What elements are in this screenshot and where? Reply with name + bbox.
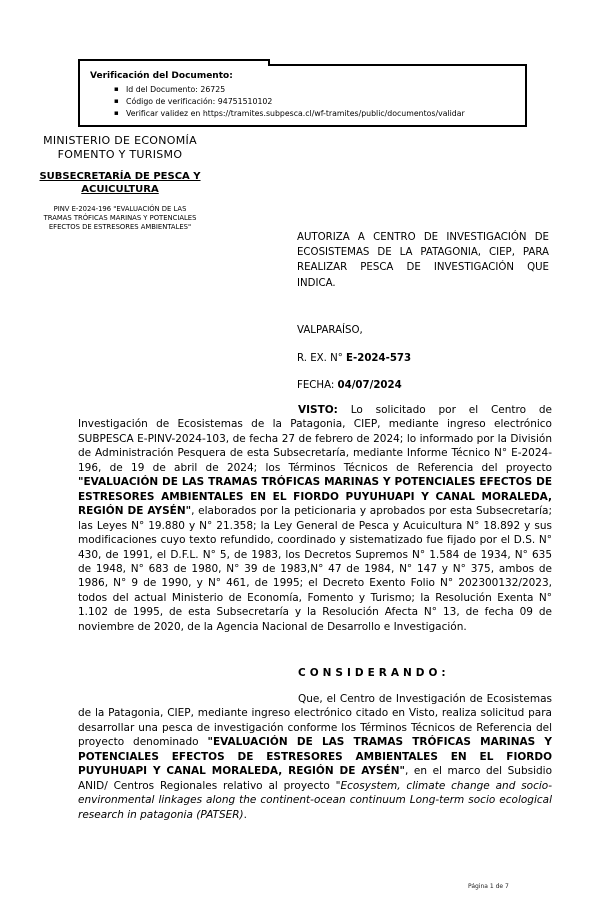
ministry-name-line1: MINISTERIO DE ECONOMÍA	[43, 134, 197, 147]
city-line: VALPARAÍSO,	[297, 325, 363, 336]
resolution-date-value: 04/07/2024	[337, 380, 402, 391]
bullet-icon: ▪	[114, 96, 119, 105]
verification-item-text: Código de verificación: 94751510102	[126, 96, 273, 106]
resolution-date-label: FECHA:	[297, 380, 338, 391]
letterhead	[10, 134, 230, 231]
subsecretaria-line1: SUBSECRETARÍA DE PESCA Y	[39, 171, 201, 182]
project-reference-line2: TRAMAS TRÓFICAS MARINAS Y POTENCIALES	[43, 213, 197, 222]
bullet-icon: ▪	[114, 85, 119, 93]
verification-item-code	[114, 96, 521, 108]
verification-list	[90, 84, 521, 119]
verification-box	[78, 64, 527, 127]
verification-title: Verificación del Documento:	[90, 71, 233, 81]
project-reference-line3: EFECTOS DE ESTRESORES AMBIENTALES"	[48, 222, 192, 231]
resolution-date-line	[297, 380, 402, 391]
resolution-number-label: R. EX. N°	[297, 353, 347, 364]
page-number: Página 1 de 7	[468, 883, 509, 890]
subsecretaria-line2: ACUICULTURA	[81, 184, 159, 195]
resolution-number-line	[297, 353, 411, 364]
verification-item-url	[114, 108, 521, 120]
subject-summary: AUTORIZA A CENTRO DE INVESTIGACIÓN DE ECOSISTEMAS DE LA PATAGONIA, CIEP, PARA REALIZAR PESCA DE INVESTIGACIÓN QUE INDICA.	[297, 232, 549, 289]
considerando-heading: CONSIDERANDO:	[298, 667, 450, 679]
considerando-paragraph: Que, el Centro de Investigación de Ecosistemas de la Patagonia, CIEP, mediante ingreso electrónico citado en Visto, realiza solicitud para desarrollar una pesca de investigación conforme los Términos Técnicos de Referencia del proyecto denominado "EVALUACIÓN DE LAS TRAMAS TRÓFICAS MARINAS Y POTENCIALES EFECTOS DE ESTRESORES AMBIENTALES EN EL FIORDO PUYUHUAPI Y CANAL MORALEDA, REGIÓN DE AYSÉN", en el marco del Subsidio ANID/ Centros Regionales relativo al proyecto "Ecosystem, climate change and socio-environmental linkages along the continent-ocean continuum Long-term socio ecological research in patagonia (PATSER).	[78, 693, 552, 821]
verification-url-text: Verificar validez en https://tramites.subpesca.cl/wf-tramites/public/documentos/validar	[126, 108, 465, 118]
resolution-number-value: E-2024-573	[346, 353, 412, 364]
project-reference-line1: PINV E-2024-196 "EVALUACIÓN DE LAS	[53, 205, 187, 213]
ministry-name-line2: FOMENTO Y TURISMO	[57, 148, 183, 161]
verification-item-document-id	[114, 84, 521, 96]
subsecretaria-title	[10, 170, 230, 196]
verification-item-text: Id del Documento: 26725	[126, 85, 226, 94]
visto-paragraph: VISTO: Lo solicitado por el Centro de Investigación de Ecosistemas de la Patagonia, CIEP, mediante ingreso electrónico SUBPESCA E-PINV-2024-103, de fecha 27 de febrero de 2024; lo informado por la División de Administración Pesquera de esta Subsecretaría, mediante Informe Técnico N° E-2024-196, de 19 de abril de 2024; los Términos Técnicos de Referencia del proyecto "EVALUACIÓN DE LAS TRAMAS TRÓFICAS MARINAS Y POTENCIALES EFECTOS DE ESTRESORES AMBIENTALES EN EL FIORDO PUYUHUAPI Y CANAL MORALEDA, REGIÓN DE AYSÉN", elaborados por la peticionaria y aprobados por esta Subsecretaría; las Leyes N° 19.880 y N° 21.358; la Ley General de Pesca y Acuicultura N° 18.892 y sus modificaciones cuyo texto refundido, coordinado y sistematizado fue fijado por el D.S. N° 430, de 1991, el D.F.L. N° 5, de 1983, los Decretos Supremos N° 1.584 de 1934, N° 635 de 1948, N° 683 de 1980, N° 39 de 1983,N° 47 de 1984, N° 147 y N° 375, ambos de 1986, N° 9 de 1990, y N° 461, de 1995; el Decreto Exento Folio N° 202300132/2023, todos del actual Ministerio de Economía, Fomento y Turismo; la Resolución Exenta N° 1.102 de 1995, de esta Subsecretaría y la Resolución Afecta N° 13, de fecha 09 de noviembre de 2020, de la Agencia Nacional de Desarrollo e Investigación.	[78, 404, 552, 633]
project-reference	[10, 205, 230, 231]
bullet-icon: ▪	[114, 108, 119, 117]
